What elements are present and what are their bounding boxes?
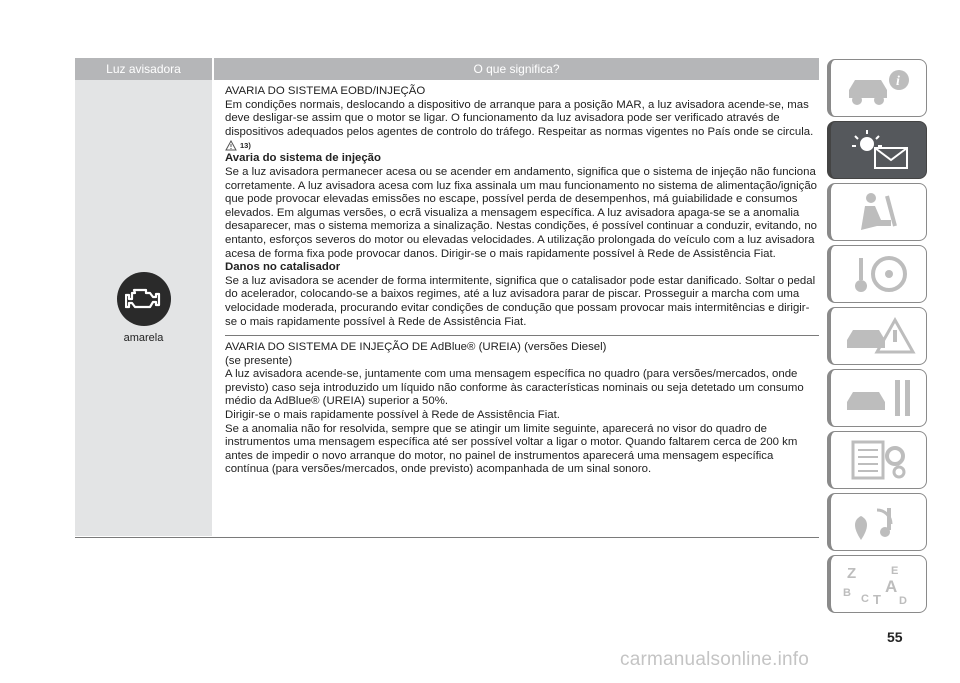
section-eobd-intro: Em condições normais, deslocando a dispositivo de arranque para a posição MAR, a luz avisadora acende-se, mas deve desligar-se assim que o motor se ligar. O funcionamento da luz avisadora pode ser verificado através de dispositivos adequados pelos agentes de controlo do tráfego. Respeitar as normas vigentes no País onde se circula. (225, 98, 814, 138)
svg-text:T: T (872, 592, 881, 606)
warning-triangle-icon (225, 140, 237, 151)
sidebar-tab-multimedia[interactable] (827, 493, 927, 551)
table-bottom-rule (75, 537, 819, 538)
sidebar-tab-warning-lights[interactable] (827, 121, 927, 179)
section-eobd (225, 80, 819, 336)
sub-text-catalyst: Se a luz avisadora se acender de forma intermitente, significa que o catalisador pode estar danificado. Soltar o pedal do acelerador, colocando-se a baixos regimes, até a luz avisadora parar de piscar. Prosseguir a marcha com uma velocidade moderada, procurando evitar condições de condução que possam provocar mais intermitências e dirigir-se o mais rapidamente possível à Rede de Assistência Fiat. (225, 274, 816, 328)
sidebar-tab-maintenance[interactable] (827, 369, 927, 427)
sidebar-tab-safety[interactable] (827, 183, 927, 241)
svg-text:E: E (890, 565, 898, 577)
car-emergency-icon (839, 314, 919, 358)
section-adblue (225, 336, 819, 477)
technical-data-icon (839, 438, 919, 482)
car-info-icon (839, 66, 919, 110)
sub-title-injection: Avaria do sistema de injeção (225, 152, 381, 165)
svg-text:A: A (884, 577, 897, 596)
warning-ref-number: 13) (240, 141, 251, 151)
multimedia-icon (839, 500, 919, 544)
table-body (75, 80, 819, 536)
warning-light-message-icon (839, 128, 919, 172)
svg-text:i: i (895, 74, 900, 89)
engine-check-icon (117, 272, 171, 326)
page-number: 55 (887, 629, 903, 645)
seat-safety-icon (839, 190, 919, 234)
header-meaning: O que significa? (214, 58, 819, 80)
header-lamp: Luz avisadora (75, 58, 212, 80)
sidebar-tab-emergency[interactable] (827, 307, 927, 365)
sidebar-tab-starting[interactable] (827, 245, 927, 303)
sidebar-tab-car-info[interactable] (827, 59, 927, 117)
sub-title-catalyst: Danos no catalisador (225, 261, 341, 274)
section-adblue-text3: Se a anomalia não for resolvida, sempre que se atingir um limite seguinte, aparecerá no visor do quadro de instrumentos uma mensagem específica até ser possível voltar a ligar o motor. Quando faltarem cerca de 200 km antes de impedir o novo arranque do motor, no painel de instrumentos aparecerá uma mensagem específica contínua (para versões/mercados, onde previsto) acompanhada de um sinal sonoro. (225, 422, 798, 476)
section-adblue-title: AVARIA DO SISTEMA DE INJEÇÃO DE AdBlue® (UREIA) (versões Diesel) (225, 341, 607, 354)
section-eobd-title: AVARIA DO SISTEMA EOBD/INJEÇÃO (225, 85, 426, 97)
car-maintenance-icon (839, 376, 919, 420)
svg-text:Z: Z (846, 565, 856, 582)
table-header (75, 58, 819, 80)
sidebar-tab-index[interactable] (827, 555, 927, 613)
warning-reference (225, 139, 819, 152)
warning-light-table (75, 58, 819, 536)
section-adblue-subtitle: (se presente) (225, 354, 293, 367)
svg-text:C: C (860, 593, 869, 605)
index-letters-icon (839, 562, 919, 606)
svg-text:B: B (842, 587, 851, 599)
lamp-color-label: amarela (123, 332, 164, 344)
lamp-cell (75, 80, 212, 536)
watermark: carmanualsonline.info (620, 649, 810, 670)
sidebar-tab-technical-data[interactable] (827, 431, 927, 489)
sub-text-injection: Se a luz avisadora permanecer acesa ou se acender em andamento, significa que o sistema de injeção não funciona corretamente. A luz avisadora acesa com luz fixa assinala um mau funcionamento no sistema de alimentação/ignição que pode provocar elevadas emissões no escape, possível perda de desempenhos, má guiabilidade e consumos elevados. Em algumas versões, o ecrã visualiza a mensagem específica. A luz avisadora apaga-se se a anomalia desaparecer, mas o sistema memoriza a sinalização. Nestas condições, é possível continuar a conduzir, evitando, no entanto, esforços severos do motor ou elevadas velocidades. A utilização prolongada do veículo com a luz avisadora acesa de forma fixa pode provocar danos. Dirigir-se o mais rapidamente possível à Rede de Assistência Fiat. (225, 165, 817, 260)
meaning-cell (212, 80, 819, 536)
section-adblue-text2: Dirigir-se o mais rapidamente possível à Rede de Assistência Fiat. (225, 409, 560, 422)
chapter-sidebar (827, 59, 929, 617)
svg-text:D: D (898, 595, 907, 606)
section-adblue-text1: A luz avisadora acende-se, juntamente com uma mensagem específica no quadro (para versões/mercados, onde previsto) caso seja introduzido um líquido não conforme às características nominais ou seja detetado um consumo médio da AdBlue® (UREIA) superior a 50%. (225, 368, 804, 408)
steering-key-icon (839, 252, 919, 296)
